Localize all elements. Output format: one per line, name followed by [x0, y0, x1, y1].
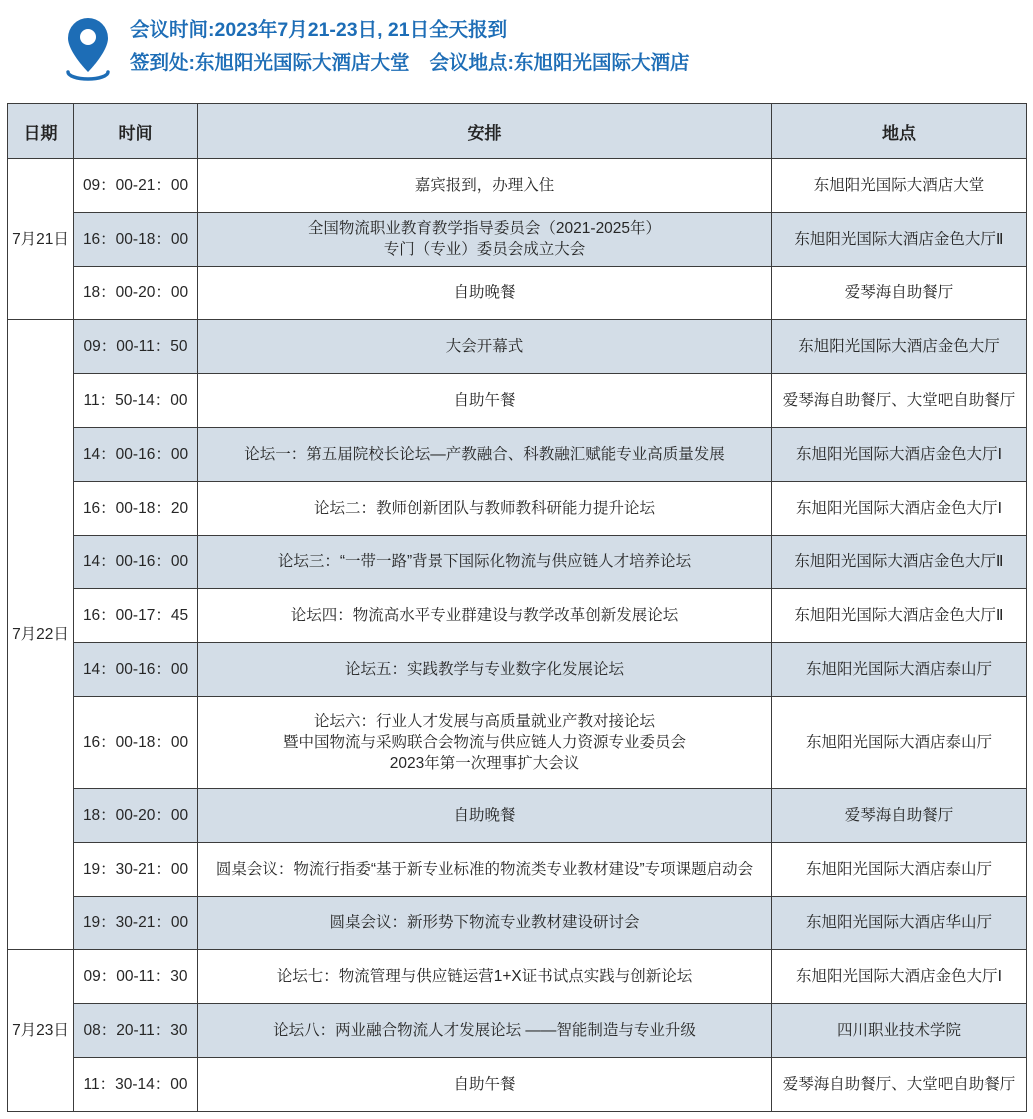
arrangement-line: 论坛七：物流管理与供应链运营1+X证书试点实践与创新论坛 — [276, 968, 693, 986]
arrangement-line: 论坛四：物流高水平专业群建设与教学改革创新发展论坛 — [290, 607, 679, 625]
location-cell: 东旭阳光国际大酒店金色大厅Ⅰ — [772, 950, 1027, 1004]
column-header-time: 时间 — [74, 104, 198, 159]
location-cell: 东旭阳光国际大酒店华山厅 — [772, 896, 1027, 950]
checkin-location: 签到处:东旭阳光国际大酒店大堂 — [130, 52, 410, 74]
arrangement-cell — [198, 589, 772, 643]
arrangement-line: 专门（专业）委员会成立大会 — [383, 241, 586, 259]
time-cell: 14：00-16：00 — [74, 427, 198, 481]
schedule-table — [7, 103, 1027, 1112]
arrangement-cell — [198, 159, 772, 213]
meeting-info — [130, 17, 690, 76]
location-cell: 东旭阳光国际大酒店泰山厅 — [772, 842, 1027, 896]
location-cell: 爱琴海自助餐厅 — [772, 788, 1027, 842]
table-row — [8, 535, 1027, 589]
venue-location: 会议地点:东旭阳光国际大酒店 — [429, 52, 690, 74]
arrangement-line: 论坛八：两业融合物流人才发展论坛 ——智能制造与专业升级 — [273, 1022, 696, 1040]
arrangement-line: 大会开幕式 — [445, 338, 524, 356]
location-cell: 东旭阳光国际大酒店泰山厅 — [772, 643, 1027, 697]
location-cell: 东旭阳光国际大酒店大堂 — [772, 159, 1027, 213]
arrangement-cell — [198, 1004, 772, 1058]
column-header-date: 日期 — [8, 104, 74, 159]
arrangement-line: 全国物流职业教育教学指导委员会（2021-2025年） — [307, 220, 662, 238]
table-row — [8, 1004, 1027, 1058]
arrangement-cell — [198, 950, 772, 1004]
table-row — [8, 950, 1027, 1004]
arrangement-line: 论坛六：行业人才发展与高质量就业产教对接论坛 — [313, 712, 655, 730]
time-cell: 16：00-17：45 — [74, 589, 198, 643]
column-header-arrangement: 安排 — [198, 104, 772, 159]
location-cell: 爱琴海自助餐厅 — [772, 266, 1027, 320]
time-cell: 19：30-21：00 — [74, 842, 198, 896]
time-cell: 11：50-14：00 — [74, 374, 198, 428]
arrangement-line: 自助晚餐 — [453, 284, 516, 302]
arrangement-cell — [198, 320, 772, 374]
arrangement-line: 圆桌会议：物流行指委“基于新专业标准的物流类专业教材建设”专项课题启动会 — [215, 860, 754, 878]
table-row — [8, 589, 1027, 643]
time-cell: 19：30-21：00 — [74, 896, 198, 950]
location-cell: 东旭阳光国际大酒店金色大厅Ⅱ — [772, 589, 1027, 643]
arrangement-cell — [198, 896, 772, 950]
arrangement-line: 自助晚餐 — [453, 806, 516, 824]
time-cell: 09：00-21：00 — [74, 159, 198, 213]
arrangement-line: 暨中国物流与采购联合会物流与供应链人力资源专业委员会 — [282, 733, 686, 751]
time-cell: 11：30-14：00 — [74, 1057, 198, 1111]
arrangement-cell — [198, 643, 772, 697]
time-cell: 16：00-18：00 — [74, 696, 198, 788]
time-cell: 14：00-16：00 — [74, 643, 198, 697]
table-row — [8, 481, 1027, 535]
arrangement-line: 自助午餐 — [453, 392, 516, 410]
table-row — [8, 427, 1027, 481]
location-cell: 东旭阳光国际大酒店金色大厅Ⅱ — [772, 535, 1027, 589]
table-row — [8, 320, 1027, 374]
table-row — [8, 643, 1027, 697]
arrangement-cell — [198, 1057, 772, 1111]
arrangement-cell — [198, 788, 772, 842]
location-cell: 东旭阳光国际大酒店金色大厅 — [772, 320, 1027, 374]
location-cell: 东旭阳光国际大酒店金色大厅Ⅰ — [772, 427, 1027, 481]
table-header-row — [8, 104, 1027, 159]
arrangement-cell — [198, 481, 772, 535]
arrangement-line: 自助午餐 — [453, 1075, 516, 1093]
date-cell: 7月23日 — [8, 950, 74, 1111]
arrangement-cell — [198, 535, 772, 589]
table-row — [8, 788, 1027, 842]
time-cell: 18：00-20：00 — [74, 266, 198, 320]
location-cell: 四川职业技术学院 — [772, 1004, 1027, 1058]
table-row — [8, 159, 1027, 213]
date-cell: 7月22日 — [8, 320, 74, 950]
location-cell: 爱琴海自助餐厅、大堂吧自助餐厅 — [772, 374, 1027, 428]
location-cell: 东旭阳光国际大酒店金色大厅Ⅱ — [772, 212, 1027, 266]
arrangement-line: 圆桌会议：新形势下物流专业教材建设研讨会 — [329, 914, 640, 932]
column-header-location: 地点 — [772, 104, 1027, 159]
table-row — [8, 842, 1027, 896]
table-row — [8, 212, 1027, 266]
meeting-location-line — [130, 50, 690, 76]
table-row — [8, 1057, 1027, 1111]
table-row — [8, 266, 1027, 320]
time-cell: 14：00-16：00 — [74, 535, 198, 589]
arrangement-cell — [198, 427, 772, 481]
location-cell: 东旭阳光国际大酒店泰山厅 — [772, 696, 1027, 788]
location-pin-icon — [60, 14, 116, 82]
time-cell: 18：00-20：00 — [74, 788, 198, 842]
arrangement-cell — [198, 374, 772, 428]
time-cell: 16：00-18：20 — [74, 481, 198, 535]
arrangement-line: 论坛三：“一带一路”背景下国际化物流与供应链人才培养论坛 — [277, 553, 692, 571]
location-cell: 爱琴海自助餐厅、大堂吧自助餐厅 — [772, 1057, 1027, 1111]
time-cell: 09：00-11：30 — [74, 950, 198, 1004]
time-cell: 09：00-11：50 — [74, 320, 198, 374]
arrangement-line: 论坛五：实践教学与专业数字化发展论坛 — [344, 661, 624, 679]
arrangement-line: 嘉宾报到，办理入住 — [414, 176, 555, 194]
meeting-time: 会议时间:2023年7月21-23日, 21日全天报到 — [130, 19, 508, 41]
date-cell: 7月21日 — [8, 159, 74, 320]
table-row — [8, 374, 1027, 428]
arrangement-line: 论坛二：教师创新团队与教师教科研能力提升论坛 — [313, 499, 655, 517]
location-cell: 东旭阳光国际大酒店金色大厅Ⅰ — [772, 481, 1027, 535]
table-row — [8, 696, 1027, 788]
arrangement-cell — [198, 212, 772, 266]
table-row — [8, 896, 1027, 950]
arrangement-cell — [198, 842, 772, 896]
arrangement-line: 2023年第一次理事扩大会议 — [389, 754, 580, 772]
arrangement-cell — [198, 696, 772, 788]
arrangement-cell — [198, 266, 772, 320]
time-cell: 08：20-11：30 — [74, 1004, 198, 1058]
arrangement-line: 论坛一：第五届院校长论坛—产教融合、科教融汇赋能专业高质量发展 — [244, 445, 725, 463]
time-cell: 16：00-18：00 — [74, 212, 198, 266]
